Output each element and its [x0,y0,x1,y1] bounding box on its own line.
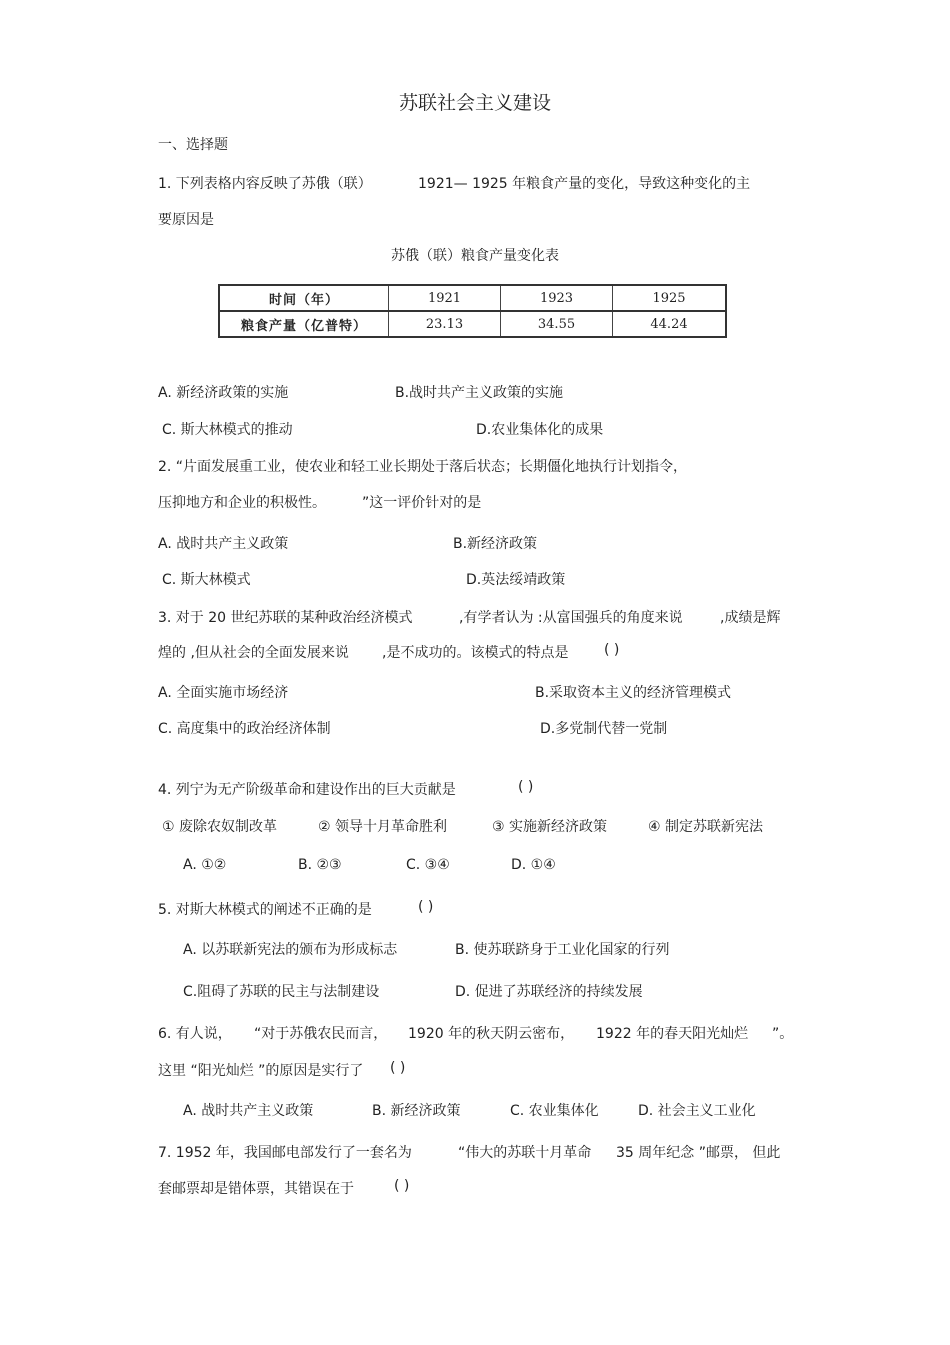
q1-option-c: C. 斯大林模式的推动 [162,422,293,438]
q1-option-a: A. 新经济政策的实施 [158,385,289,401]
q6-option-b: B. 新经济政策 [372,1103,461,1119]
q1-line2: 要原因是 [158,212,214,228]
q5-option-d: D. 促进了苏联经济的持续发展 [455,984,643,1000]
q2-option-c: C. 斯大林模式 [162,572,251,588]
table-cell: 44.24 [613,311,727,337]
q3-option-d: D.多党制代替一党制 [540,721,668,737]
table-cell: 1925 [613,285,727,311]
q4-item-4: ④ 制定苏联新宪法 [648,819,764,835]
q7-line1-b: “伟大的苏联十月革命 [458,1145,592,1161]
q4-option-b: B. ②③ [298,857,342,873]
q7-answer-blank: ( ) [394,1178,410,1194]
q2-line2-a: 压抑地方和企业的积极性。 [158,495,326,511]
q6-line1-e: ”。 [772,1026,794,1042]
q6-line1-b: “对于苏俄农民而言， [254,1026,388,1042]
q3-answer-blank: ( ) [604,642,620,658]
table-cell: 1923 [501,285,613,311]
q5-option-a: A. 以苏联新宪法的颁布为形成标志 [183,942,398,958]
q5-option-b: B. 使苏联跻身于工业化国家的行列 [455,942,670,958]
q6-option-d: D. 社会主义工业化 [638,1103,756,1119]
table-cell: 1921 [389,285,501,311]
q2-option-b: B.新经济政策 [453,536,538,552]
q3-line2-a: 煌的 ,但从社会的全面发展来说 [158,645,349,661]
q3-option-a: A. 全面实施市场经济 [158,685,289,701]
table-cell: 时间（年） [219,285,389,311]
q3-line1-a: 3. 对于 20 世纪苏联的某种政治经济模式 [158,610,413,626]
table-caption: 苏俄（联）粮食产量变化表 [391,248,559,264]
q4-answer-blank: ( ) [518,779,534,795]
q1-option-d: D.农业集体化的成果 [476,422,604,438]
q7-line1-a: 7. 1952 年，我国邮电部发行了一套名为 [158,1145,412,1161]
q5-line1-a: 5. 对斯大林模式的阐述不正确的是 [158,902,372,918]
q1-option-b: B.战时共产主义政策的实施 [395,385,564,401]
q6-line2-a: 这里 “阳光灿烂 ”的原因是实行了 [158,1063,364,1079]
q7-line2-a: 套邮票却是错体票，其错误在于 [158,1181,354,1197]
q2-line2-b: ”这一评价针对的是 [362,495,482,511]
table-cell: 23.13 [389,311,501,337]
q4-line1-a: 4. 列宁为无产阶级革命和建设作出的巨大贡献是 [158,782,456,798]
q4-option-c: C. ③④ [406,857,450,873]
q3-option-c: C. 高度集中的政治经济体制 [158,721,331,737]
q6-line1-c: 1920 年的秋天阴云密布， [408,1026,575,1042]
q3-line1-c: ,成绩是辉 [720,610,781,626]
q4-item-1: ① 废除农奴制改革 [162,819,278,835]
grain-output-table [218,284,727,338]
q3-line2-b: ,是不成功的。该模式的特点是 [382,645,569,661]
page-title: 苏联社会主义建设 [398,92,551,114]
q2-option-a: A. 战时共产主义政策 [158,536,289,552]
table-row [219,311,726,337]
q4-item-2: ② 领导十月革命胜利 [318,819,448,835]
q1-line1-b: 1921— 1925 年粮食产量的变化，导致这种变化的主 [418,176,751,192]
q5-option-c: C.阻碍了苏联的民主与法制建设 [183,984,380,1000]
q3-option-b: B.采取资本主义的经济管理模式 [535,685,732,701]
q3-line1-b: ,有学者认为 :从富国强兵的角度来说 [459,610,683,626]
q2-line1: 2. “片面发展重工业，使农业和轻工业长期处于落后状态；长期僵化地执行计划指令， [158,459,688,475]
q4-option-d: D. ①④ [511,857,556,873]
q4-option-a: A. ①② [183,857,227,873]
q6-line1-a: 6. 有人说， [158,1026,232,1042]
q4-item-3: ③ 实施新经济政策 [492,819,608,835]
q6-line1-d: 1922 年的春天阳光灿烂 [596,1026,749,1042]
q7-line1-c: 35 周年纪念 ”邮票， 但此 [616,1145,781,1161]
q6-option-c: C. 农业集体化 [510,1103,599,1119]
table-row [219,285,726,311]
table-cell: 34.55 [501,311,613,337]
q6-answer-blank: ( ) [390,1060,406,1076]
table-cell: 粮食产量（亿普特） [219,311,389,337]
q1-line1-a: 1. 下列表格内容反映了苏俄（联） [158,176,372,192]
q2-option-d: D.英法绥靖政策 [466,572,566,588]
q5-answer-blank: ( ) [418,899,434,915]
section-heading: 一、选择题 [158,137,228,153]
q6-option-a: A. 战时共产主义政策 [183,1103,314,1119]
